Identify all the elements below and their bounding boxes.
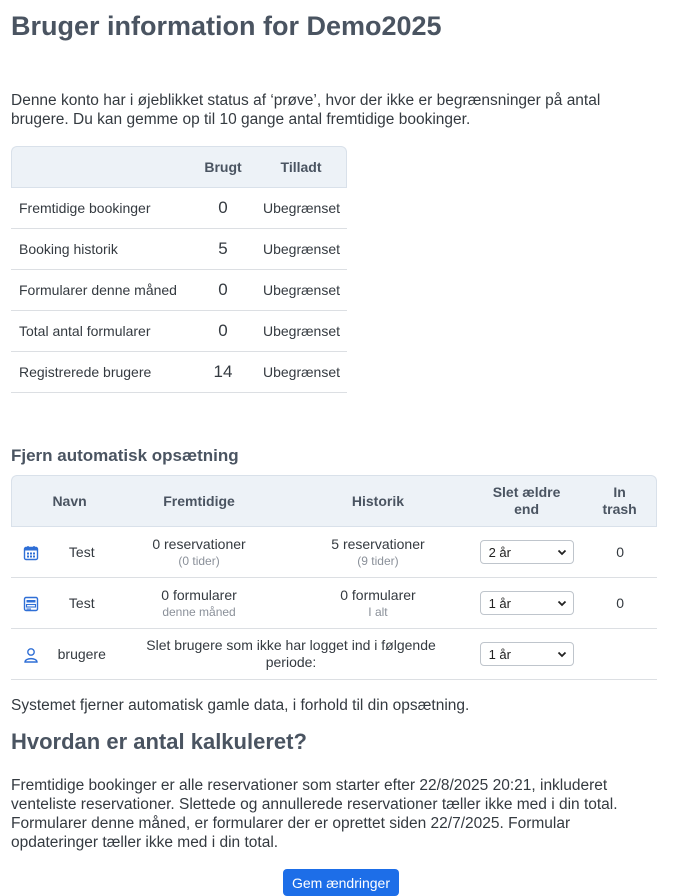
cleanup-delete-cell	[470, 629, 583, 680]
form-icon	[11, 578, 51, 629]
button-wrap	[11, 869, 671, 896]
select-value: 1 år	[488, 646, 511, 662]
future-main: 0 reservationer	[152, 536, 246, 552]
cleanup-trash: 0	[583, 578, 657, 629]
calc-explanation	[11, 776, 671, 852]
usage-used: 0	[190, 311, 256, 352]
cleanup-name: brugere	[51, 629, 112, 680]
intro-line: Denne konto har i øjeblikket status af ‘prøve’, hvor der ikke er begrænsninger på antal	[11, 92, 601, 109]
usage-allowed: Ubegrænset	[256, 229, 347, 270]
cleanup-delete-cell	[470, 527, 583, 578]
table-row	[11, 352, 347, 393]
chevron-down-icon	[557, 649, 567, 659]
delete-older-select[interactable]	[480, 642, 574, 666]
usage-table	[11, 146, 347, 393]
table-row	[11, 311, 347, 352]
cleanup-header-delete-older	[470, 475, 583, 527]
cleanup-delete-cell	[470, 578, 583, 629]
calc-line: opdateringer tæller ikke med i din total.	[11, 834, 279, 851]
cleanup-future	[112, 578, 286, 629]
cleanup-header-name: Navn	[51, 475, 112, 527]
auto-cleanup-note: Systemet fjerner automatisk gamle data, i forhold til din opsætning.	[11, 697, 470, 714]
history-sub: (9 tider)	[357, 554, 399, 568]
usage-header-label	[11, 146, 190, 188]
intro-line: brugere. Du kan gemme op til 10 gange antal fremtidige bookinger.	[11, 111, 471, 128]
intro-text	[11, 91, 671, 129]
header-line: end	[514, 501, 539, 517]
future-sub: denne måned	[162, 605, 236, 619]
usage-label: Registrerede brugere	[11, 352, 190, 393]
usage-used: 5	[190, 229, 256, 270]
history-main: 5 reservationer	[331, 536, 425, 552]
usage-label: Formularer denne måned	[11, 270, 190, 311]
usage-allowed: Ubegrænset	[256, 188, 347, 229]
usage-used: 14	[190, 352, 256, 393]
save-button[interactable]: Gem ændringer	[283, 869, 399, 896]
delete-older-select[interactable]	[480, 540, 574, 564]
chevron-down-icon	[557, 598, 567, 608]
header-line: In	[613, 484, 626, 500]
usage-header-used: Brugt	[190, 146, 256, 188]
table-row	[11, 527, 657, 578]
calc-line: Fremtidige bookinger er alle reservationer som starter efter 22/8/2025 20:21, inkluderet	[11, 777, 608, 794]
table-row	[11, 229, 347, 270]
future-main: 0 formularer	[161, 587, 237, 603]
cleanup-heading: Fjern automatisk opsætning	[11, 446, 239, 465]
select-value: 2 år	[488, 544, 511, 560]
cleanup-trash-empty	[583, 629, 657, 680]
user-icon	[11, 629, 51, 680]
header-line: trash	[602, 501, 637, 517]
usage-used: 0	[190, 270, 256, 311]
table-row	[11, 629, 657, 680]
description-line: periode:	[265, 654, 317, 670]
usage-allowed: Ubegrænset	[256, 352, 347, 393]
cleanup-header-future: Fremtidige	[112, 475, 286, 527]
usage-used: 0	[190, 188, 256, 229]
chevron-down-icon	[557, 547, 567, 557]
future-sub: (0 tider)	[178, 554, 220, 568]
table-row	[11, 270, 347, 311]
usage-allowed: Ubegrænset	[256, 270, 347, 311]
cleanup-trash: 0	[583, 527, 657, 578]
select-value: 1 år	[488, 595, 511, 611]
delete-older-select[interactable]	[480, 591, 574, 615]
cleanup-history	[286, 527, 470, 578]
usage-allowed: Ubegrænset	[256, 311, 347, 352]
cleanup-header-history: Historik	[286, 475, 470, 527]
calc-line: venteliste reservationer. Slettede og annullerede reservationer tæller ikke med i din total.	[11, 796, 618, 813]
cleanup-header-icon	[11, 475, 51, 527]
table-row	[11, 188, 347, 229]
cleanup-name: Test	[51, 527, 112, 578]
history-sub: I alt	[368, 605, 388, 619]
history-main: 0 formularer	[340, 587, 416, 603]
page-title: Bruger information for Demo2025	[11, 11, 442, 41]
table-row	[11, 578, 657, 629]
cleanup-history	[286, 578, 470, 629]
calc-heading: Hvordan er antal kalkuleret?	[11, 729, 307, 754]
cleanup-future	[112, 527, 286, 578]
cleanup-description	[112, 629, 470, 680]
cleanup-header-trash	[583, 475, 657, 527]
usage-label: Total antal formularer	[11, 311, 190, 352]
usage-label: Booking historik	[11, 229, 190, 270]
cleanup-table	[11, 475, 657, 680]
usage-header-allowed: Tilladt	[256, 146, 347, 188]
calc-line: Formularer denne måned, er formularer der er oprettet siden 22/7/2025. Formular	[11, 815, 571, 832]
description-line: Slet brugere som ikke har logget ind i følgende	[146, 637, 436, 653]
calendar-icon	[11, 527, 51, 578]
usage-label: Fremtidige bookinger	[11, 188, 190, 229]
header-line: Slet ældre	[492, 484, 561, 500]
cleanup-name: Test	[51, 578, 112, 629]
